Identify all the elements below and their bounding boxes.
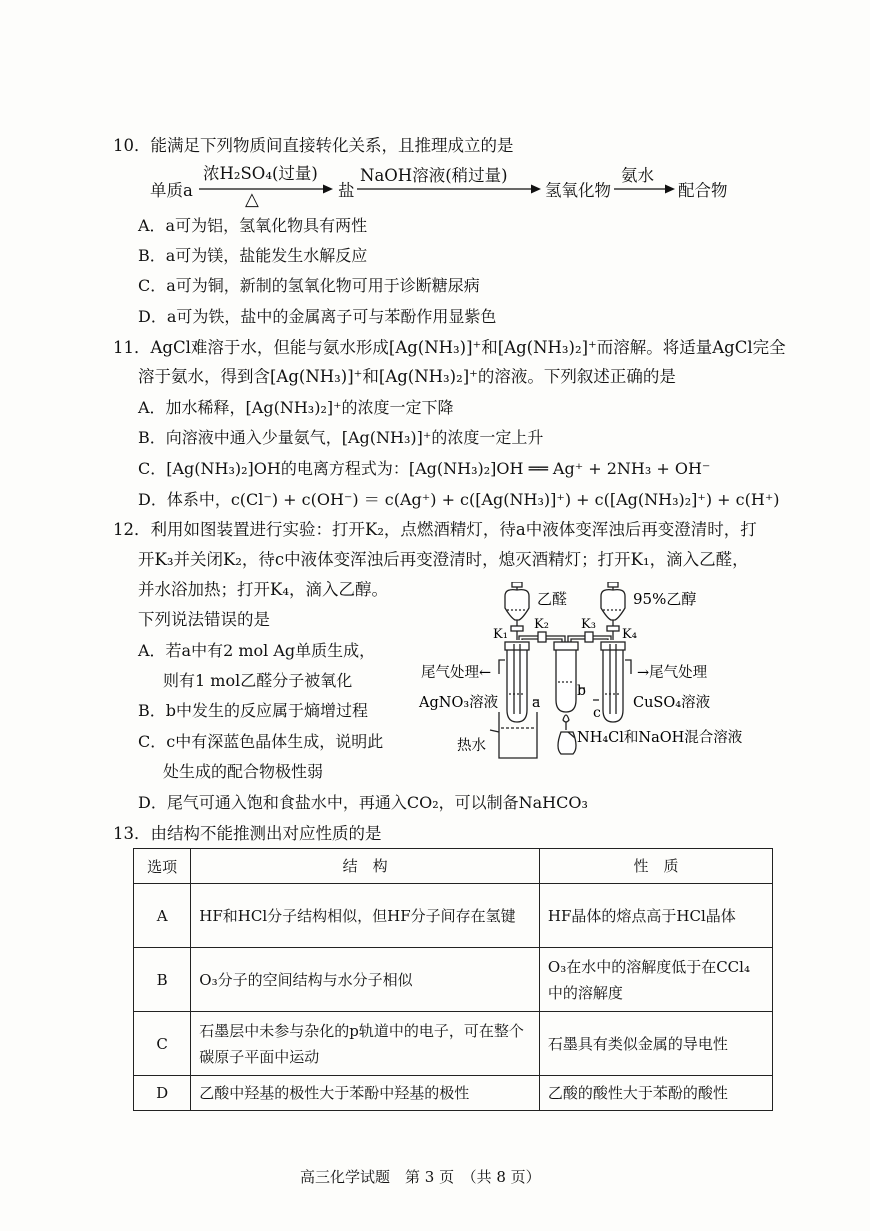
- label-k2: K₂: [534, 617, 549, 632]
- q12-option-c-line1: C．c中有深蓝色晶体生成，说明此: [138, 732, 384, 751]
- row-structure: HF和HCl分子结构相似，但HF分子间存在氢键: [191, 884, 540, 948]
- q10-option-a: A．a可为铝，氢氧化物具有两性: [138, 216, 368, 235]
- q10-option-d: D．a可为铁，盐中的金属离子可与苯酚作用显紫色: [138, 307, 497, 326]
- q11-option-c: C．[Ag(NH₃)₂]OH的电离方程式为：[Ag(NH₃)₂]OH ══ Ag⁺ + 2NH₃ + OH⁻: [138, 459, 711, 478]
- row-structure: O₃分子的空间结构与水分子相似: [191, 948, 540, 1012]
- label-ethanol: 95%乙醇: [633, 590, 697, 608]
- heat-symbol: △: [245, 189, 259, 210]
- q11-stem-line2: 溶于氨水，得到含[Ag(NH₃)]⁺和[Ag(NH₃)₂]⁺的溶液。下列叙述正确的是: [138, 367, 676, 386]
- table-row: [134, 884, 773, 948]
- q12-stem-line3: 并水浴加热；打开K₄，滴入乙醇。: [138, 580, 388, 599]
- table-header-row: [134, 849, 773, 884]
- table-row: [134, 1076, 773, 1111]
- q12-option-b: B．b中发生的反应属于熵增过程: [138, 701, 369, 720]
- row-structure: 石墨层中未参与杂化的p轨道中的电子，可在整个碳原子平面中运动: [191, 1012, 540, 1076]
- row-option: D: [134, 1076, 191, 1111]
- q11-option-d: D．体系中，c(Cl⁻) + c(OH⁻) ＝ c(Ag⁺) + c([Ag(NH₃)]⁺) + c([Ag(NH₃)₂]⁺) + c(H⁺): [138, 490, 780, 509]
- row-property: 石墨具有类似金属的导电性: [539, 1012, 772, 1076]
- label-k1: K₁: [493, 627, 508, 642]
- header-structure: 结 构: [191, 849, 540, 884]
- chain-mid1: 盐: [338, 181, 355, 200]
- q13-stem: 13．由结构不能推测出对应性质的是: [113, 824, 382, 843]
- q12-option-d: D．尾气可通入饱和食盐水中，再通入CO₂，可以制备NaHCO₃: [138, 793, 588, 812]
- q12-apparatus-figure: [415, 582, 775, 772]
- chain-arrow-3: [614, 183, 676, 195]
- q12-stem-line4: 下列说法错误的是: [138, 610, 270, 629]
- label-tail-gas-right: →尾气处理: [637, 665, 708, 681]
- label-hot-water: 热水: [457, 738, 486, 754]
- chain-start: 单质a: [150, 181, 193, 200]
- label-cuso4: CuSO₄溶液: [633, 695, 711, 711]
- funnel-acetaldehyde: [505, 582, 529, 640]
- chain-step3-reagent: 氨水: [621, 166, 654, 185]
- label-agno3: AgNO₃溶液: [419, 695, 499, 711]
- label-nh4cl-naoh: NH₄Cl和NaOH混合溶液: [577, 730, 743, 746]
- q12-stem-line1: 12．利用如图装置进行实验：打开K₂，点燃酒精灯，待a中液体变浑浊后再变澄清时，打: [113, 520, 757, 539]
- label-acetaldehyde: 乙醛: [537, 590, 568, 608]
- label-tail-gas-left: 尾气处理←: [421, 665, 492, 681]
- chain-step2-reagent: NaOH溶液(稍过量): [360, 166, 508, 185]
- chain-mid2: 氢氧化物: [545, 181, 611, 200]
- chain-step1-reagent: 浓H₂SO₄(过量): [203, 164, 318, 183]
- q13-table: [133, 848, 773, 1111]
- label-b: b: [577, 683, 586, 699]
- q11-option-b: B．向溶液中通入少量氨气，[Ag(NH₃)]⁺的浓度一定上升: [138, 428, 544, 447]
- table-row: [134, 1012, 773, 1076]
- header-option: 选项: [134, 849, 191, 884]
- label-c: c: [593, 705, 601, 721]
- q12-stem-line2: 开K₃并关闭K₂，待c中液体变浑浊后再变澄清时，熄灭酒精灯；打开K₁，滴入乙醛，: [138, 550, 749, 569]
- q12-option-c-line2: 处生成的配合物极性弱: [163, 762, 324, 781]
- table-row: [134, 948, 773, 1012]
- row-option: C: [134, 1012, 191, 1076]
- row-structure: 乙酸中羟基的极性大于苯酚中羟基的极性: [191, 1076, 540, 1111]
- row-property: 乙酸的酸性大于苯酚的酸性: [539, 1076, 772, 1111]
- q10-stem: 10．能满足下列物质间直接转化关系，且推理成立的是: [113, 136, 514, 155]
- row-option: A: [134, 884, 191, 948]
- q11-stem-line1: 11．AgCl难溶于水，但能与氨水形成[Ag(NH₃)]⁺和[Ag(NH₃)₂]⁺而溶解。将适量AgCl完全: [113, 338, 786, 357]
- q10-option-b: B．a可为镁，盐能发生水解反应: [138, 246, 368, 265]
- chain-arrow-2: [357, 183, 542, 195]
- row-property: HF晶体的熔点高于HCl晶体: [539, 884, 772, 948]
- q12-option-a-line1: A．若a中有2 mol Ag单质生成，: [138, 641, 376, 660]
- row-option: B: [134, 948, 191, 1012]
- label-a: a: [532, 695, 541, 711]
- header-property: 性 质: [539, 849, 772, 884]
- page-footer: 高三化学试题 第 3 页 （共 8 页）: [300, 1168, 541, 1186]
- q12-option-a-line2: 则有1 mol乙醛分子被氧化: [163, 671, 353, 690]
- label-k4: K₄: [622, 627, 637, 642]
- q10-option-c: C．a可为铜，新制的氢氧化物可用于诊断糖尿病: [138, 276, 480, 295]
- q11-option-a: A．加水稀释，[Ag(NH₃)₂]⁺的浓度一定下降: [138, 398, 454, 417]
- chain-arrow-1: [199, 183, 334, 195]
- row-property: O₃在水中的溶解度低于在CCl₄中的溶解度: [539, 948, 772, 1012]
- label-k3: K₃: [581, 617, 596, 632]
- chain-end: 配合物: [678, 181, 728, 200]
